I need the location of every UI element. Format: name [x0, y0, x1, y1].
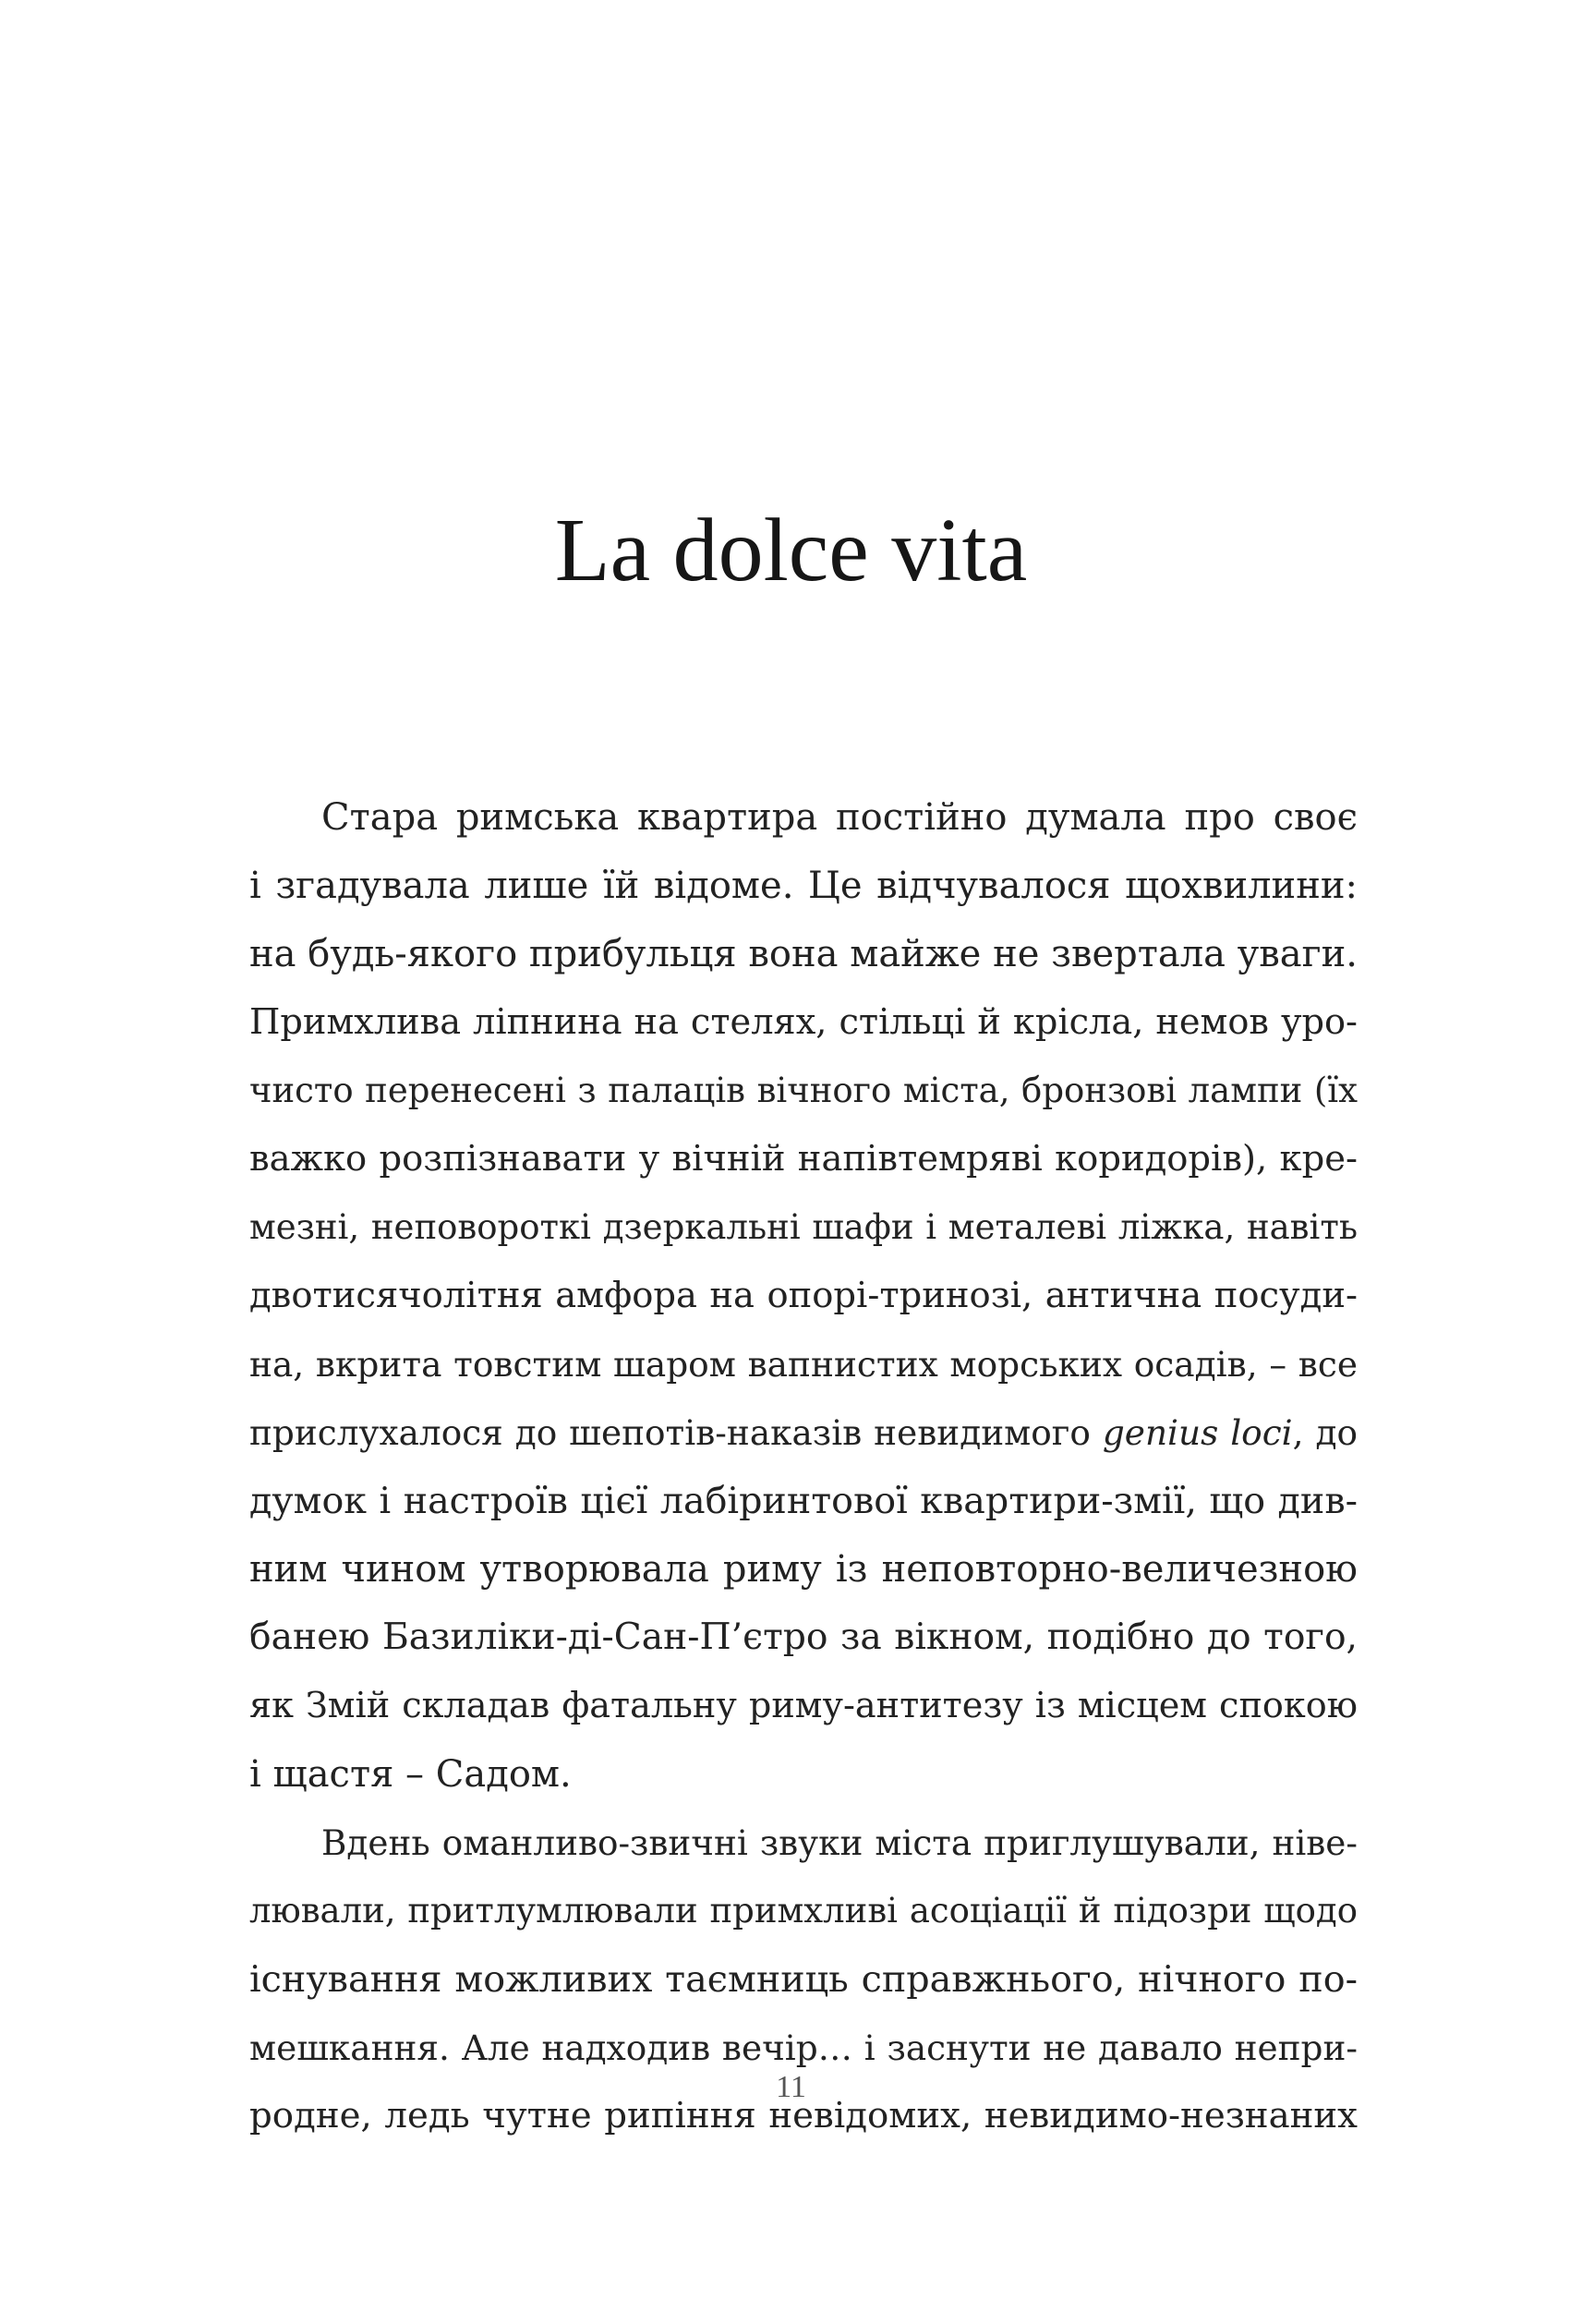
- text-line: Стара римська квартира постійно думала про своє: [321, 796, 1358, 839]
- text-segment: , до: [1292, 1412, 1358, 1453]
- text-line: існування можливих таємниць справжнього, нічного по-: [249, 1958, 1358, 2001]
- text-line: мезні, неповороткі дзеркальні шафи і металеві ліжка, навіть: [249, 1207, 1358, 1247]
- text-line: і щастя – Садом.: [249, 1753, 572, 1796]
- text-line: лювали, притлумлювали примхливі асоціації й підозри щодо: [249, 1891, 1358, 1931]
- text-line: на будь-якого прибульця вона майже не звертала уваги.: [249, 933, 1358, 975]
- body-text: [249, 783, 1358, 2150]
- text-line: Примхлива ліпнина на стелях, стільці й крісла, немов уро-: [249, 1001, 1358, 1043]
- text-line: чисто перенесені з палаців вічного міста, бронзові лампи (їх: [249, 1071, 1358, 1110]
- text-line: і згадувала лише їй відоме. Це відчувалося щохвилини:: [249, 865, 1358, 907]
- text-line: важко розпізнавати у вічній напівтемряві коридорів), кре-: [249, 1138, 1358, 1180]
- chapter-title: La dolce vita: [554, 500, 1028, 600]
- text-line: ним чином утворювала риму із неповторно-величезною: [249, 1548, 1358, 1591]
- text-line: двотисячолітня амфора на опорі-тринозі, антична посуди-: [249, 1275, 1358, 1316]
- paragraph-1: [249, 783, 1358, 1809]
- page-number: 11: [776, 2070, 806, 2104]
- italic-term: genius loci: [1102, 1412, 1293, 1453]
- text-line: банею Базиліки-ді-Сан-П’єтро за вікном, подібно до того,: [249, 1616, 1358, 1658]
- text-line: як Змій складав фатальну риму-антитезу із місцем спокою: [249, 1686, 1358, 1726]
- text-line: родне, ледь чутне рипіння невідомих, невидимо-незнаних: [249, 2095, 1358, 2136]
- text-line: думок і настроїв цієї лабіринтової квартири-змії, що див-: [249, 1480, 1358, 1522]
- text-segment: прислухалося до шепотів-наказів невидимого: [249, 1412, 1103, 1453]
- text-line: Вдень оманливо-звичні звуки міста приглушували, ніве-: [321, 1822, 1358, 1863]
- text-line-with-italic: [249, 1398, 1358, 1467]
- text-line: на, вкрита товстим шаром вапнистих морських осадів, – все: [249, 1344, 1358, 1385]
- text-line: мешкання. Але надходив вечір… і заснути не давало непри-: [249, 2027, 1358, 2068]
